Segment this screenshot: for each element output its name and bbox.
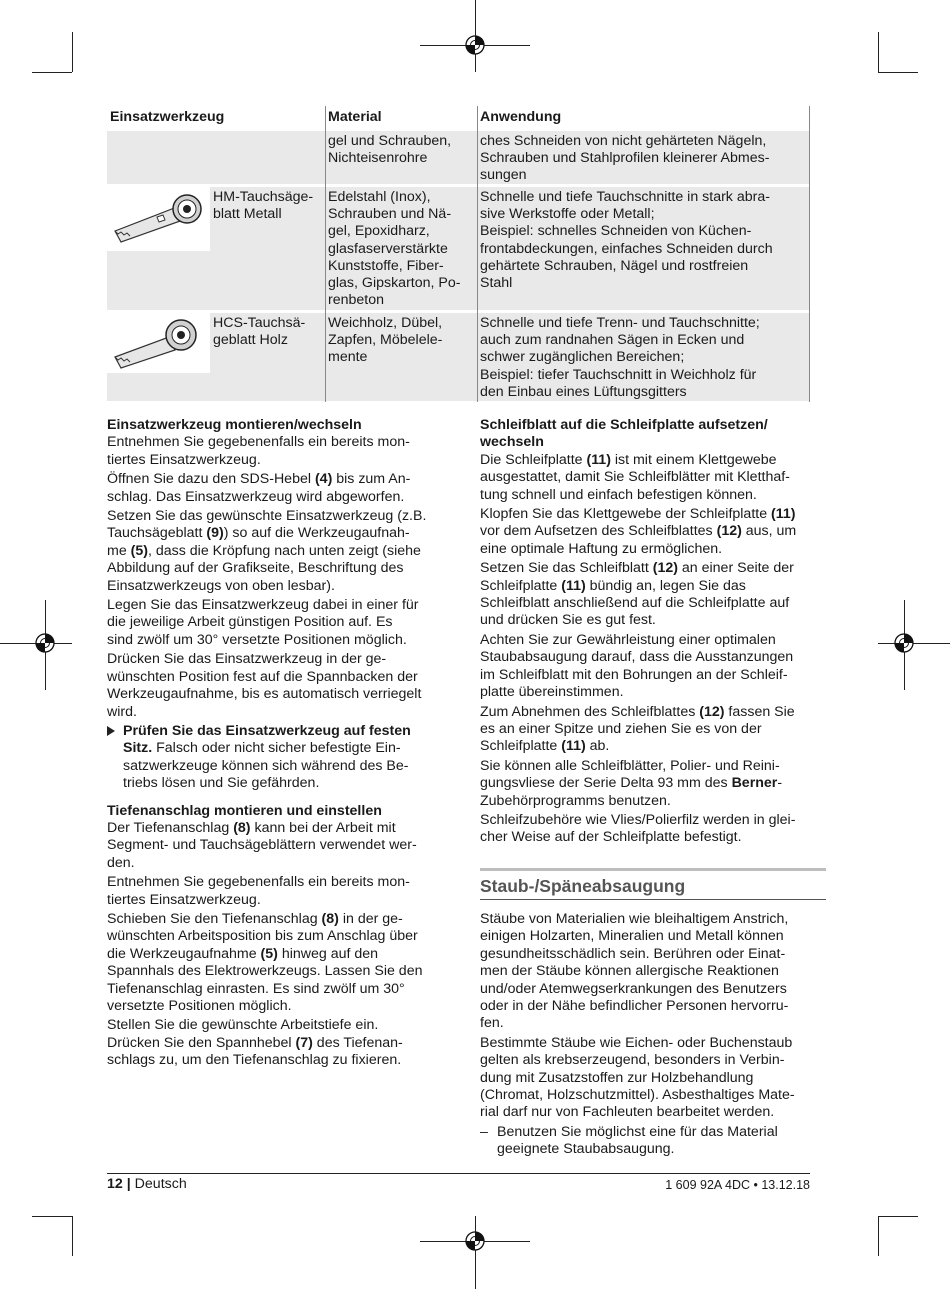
paragraph: Schieben Sie den Tiefenanschlag (8) in der ge- wünschten Arbeitsposition bis zum Anschlag über die Werkzeugaufnahme (5) hinweg auf den Spannhals des Elektrowerkzeugs. Lassen Sie den Tiefenanschlag einrasten. Es sind zwölf um 30° versetzte Positionen möglich. bbox=[107, 910, 423, 1014]
heading-einsatzwerkzeug-montieren: Einsatzwerkzeug montieren/wechseln bbox=[107, 417, 362, 433]
application-cell: Schnelle und tiefe Trenn- und Tauchschnitte; auch zum randnahen Sägen in Ecken und schwer zugänglichen Bereichen; Beispiel: tiefer Tauchschnitt in Weichholz für den Einbau eines Lüftungsgitters bbox=[480, 315, 760, 400]
material-cell: gel und Schrauben, Nichteisenrohre bbox=[328, 133, 452, 167]
tool-name-cell: HM-Tauchsäge- blatt Metall bbox=[213, 189, 314, 223]
paragraph: Stäube von Materialien wie bleihaltigem Anstrich, einigen Holzarten, Mineralien und Metall können gesundheitsschädlich sein. Berühren oder Einat- men der Stäube können allergische Reaktionen und/oder Atemwegserkrankungen des Benutzers oder in der Nähe befindlicher Personen hervorru- fen. bbox=[480, 911, 789, 1032]
paragraph: Setzen Sie das gewünschte Einsatzwerkzeug (z.B. Tauchsägeblatt (9)) so auf die Werkzeugaufnah- me (5), dass die Kröpfung nach unten zeigt (siehe Abbildung auf der Grafikseite, Beschriftung des Einsatzwerkzeugs von oben lesbar). bbox=[107, 508, 427, 594]
heading-tiefenanschlag: Tiefenanschlag montieren und einstellen bbox=[107, 802, 382, 819]
saw-blade-wood-icon bbox=[107, 313, 210, 373]
tool-table bbox=[107, 106, 810, 401]
footer-rule bbox=[107, 1173, 810, 1174]
crop-mark-tl-v bbox=[72, 32, 73, 72]
crop-mark-tl-h bbox=[32, 72, 72, 73]
paragraph: Die Schleifplatte (11) ist mit einem Klettgewebe ausgestattet, damit Sie Schleifblätter mit Kletthaf- tung schnell und einfach befestigen können. bbox=[480, 451, 790, 503]
footer-language: Deutsch bbox=[134, 1176, 187, 1192]
tool-image-hcs-blade bbox=[107, 313, 210, 373]
paragraph: Zum Abnehmen des Schleifblattes (12) fassen Sie es an einer Spitze und ziehen Sie es von der Schleifplatte (11) ab. bbox=[480, 703, 795, 755]
right-column-lower bbox=[480, 911, 830, 1159]
table-row bbox=[107, 184, 810, 310]
registration-mark-icon bbox=[464, 1230, 486, 1252]
footer-code: 1 609 92A 4DC • 13.12.18 bbox=[665, 1178, 810, 1192]
paragraph: Setzen Sie das Schleifblatt (12) an einer Seite der Schleifplatte (11) bündig an, legen Sie das Schleifblatt anschließend auf die Schleifplatte auf und drücken Sie es gut fest. bbox=[480, 560, 794, 629]
table-divider bbox=[477, 106, 478, 402]
paragraph: Achten Sie zur Gewährleistung einer optimalen Staubabsaugung darauf, dass die Ausstanzungen im Schleifblatt mit den Bohrungen an der Schleif- platte übereinstimmen. bbox=[480, 631, 794, 701]
crop-mark-bl-v bbox=[72, 1216, 73, 1256]
tool-name-cell: HCS-Tauchsä- geblatt Holz bbox=[213, 315, 306, 349]
material-cell: Edelstahl (Inox), Schrauben und Nä- gel, Epoxidharz, glasfaserverstärkte Kunststoffe, Fiber- glas, Gipskarton, Po- renbeton bbox=[328, 189, 461, 309]
section-rule bbox=[480, 899, 826, 900]
table-row bbox=[107, 128, 810, 184]
section-title-staubabsaugung: Staub-/Späneabsaugung bbox=[480, 876, 686, 896]
paragraph: Drücken Sie das Einsatzwerkzeug in der ge- wünschten Position fest auf die Spannbacken der Werkzeugaufnahme, bis es automatisch verriegelt wird. bbox=[107, 651, 422, 720]
paragraph: Stellen Sie die gewünschte Arbeitstiefe ein. Drücken Sie den Spannhebel (7) des Tiefenan- schlags zu, um den Tiefenanschlag zu fixieren. bbox=[107, 1017, 403, 1069]
table-header bbox=[107, 106, 810, 128]
table-divider bbox=[809, 106, 810, 402]
registration-mark-icon bbox=[34, 632, 56, 654]
paragraph: Klopfen Sie das Klettgewebe der Schleifplatte (11) vor dem Aufsetzen des Schleifblattes (12) aus, um eine optimale Haftung zu ermöglichen. bbox=[480, 506, 797, 557]
triangle-bullet-icon bbox=[107, 726, 115, 736]
material-cell: Weichholz, Dübel, Zapfen, Möbelele- mente bbox=[328, 315, 443, 366]
paragraph: Legen Sie das Einsatzwerkzeug dabei in einer für die jeweilige Arbeit günstigen Position auf. Es sind zwölf um 30° versetzte Positionen möglich. bbox=[107, 597, 419, 648]
section-rule bbox=[480, 868, 826, 871]
paragraph: Öffnen Sie dazu den SDS-Hebel (4) bis zum An- schlag. Das Einsatzwerkzeug wird abgeworfen. bbox=[107, 471, 411, 505]
registration-mark-icon bbox=[893, 632, 915, 654]
footer-separator: | bbox=[126, 1176, 131, 1192]
paragraph: Sie können alle Schleifblätter, Polier- und Reini- gungsvliese der Serie Delta 93 mm des Berner- Zubehörprogramms benutzen. bbox=[480, 757, 783, 809]
right-column bbox=[480, 417, 830, 849]
crop-mark-bottom-center-v bbox=[475, 1216, 476, 1289]
application-cell: Schnelle und tiefe Tauchschnitte in stark abra- sive Werkstoffe oder Metall; Beispiel: schnelles Schneiden von Küchen- frontabdeckungen, einfaches Schneiden durch gehärtete Schrauben, Nägel und rostfreien Stahl bbox=[480, 189, 773, 292]
warning-note: Prüfen Sie das Einsatzwerkzeug auf festen Sitz. Falsch oder nicht sicher befestigte Ein- satzwerkzeuge können sich während des Be- triebs lösen und Sie gefährden. bbox=[107, 723, 457, 793]
paragraph: Bestimmte Stäube wie Eichen- oder Buchenstaub gelten als krebserzeugend, besonders in Verbin- dung mit Zusatzstoffen zur Holzbehandlung (Chromat, Holzschutzmittel). Asbesthaltiges Mate- rial darf nur von Fachleuten bearbeitet werden. bbox=[480, 1034, 795, 1121]
paragraph: Entnehmen Sie gegebenenfalls ein bereits mon- tiertes Einsatzwerkzeug. bbox=[107, 874, 410, 908]
saw-blade-metal-icon bbox=[107, 187, 210, 251]
crop-mark-br-h bbox=[878, 1216, 918, 1217]
crop-mark-br-v bbox=[878, 1216, 879, 1256]
tool-image-hm-blade bbox=[107, 187, 210, 251]
header-anwendung: Anwendung bbox=[480, 109, 562, 125]
left-column bbox=[107, 417, 457, 1072]
page-number: 12 bbox=[107, 1176, 123, 1192]
registration-mark-icon bbox=[464, 34, 486, 56]
header-material: Material bbox=[328, 109, 382, 125]
paragraph: Schleifzubehöre wie Vlies/Polierfilz werden in glei- cher Weise auf der Schleifplatte befestigt. bbox=[480, 811, 796, 846]
table-divider bbox=[325, 106, 326, 402]
paragraph: Entnehmen Sie gegebenenfalls ein bereits mon- tiertes Einsatzwerkzeug. bbox=[107, 434, 410, 468]
list-item: – Benutzen Sie möglichst eine für das Material geeignete Staubabsaugung. bbox=[480, 1123, 778, 1158]
paragraph: Der Tiefenanschlag (8) kann bei der Arbeit mit Segment- und Tauchsägeblättern verwendet wer- den. bbox=[107, 819, 417, 871]
crop-mark-tr-v bbox=[878, 32, 879, 72]
footer-left bbox=[107, 1176, 187, 1192]
header-einsatzwerkzeug: Einsatzwerkzeug bbox=[110, 109, 225, 125]
heading-schleifblatt: Schleifblatt auf die Schleifplatte aufsetzen/ wechseln bbox=[480, 417, 768, 451]
crop-mark-bl-h bbox=[32, 1216, 72, 1217]
crop-mark-tr-h bbox=[878, 72, 918, 73]
application-cell: ches Schneiden von nicht gehärteten Nägeln, Schrauben und Stahlprofilen kleinerer Abmes- sungen bbox=[480, 133, 770, 184]
dash-bullet: – bbox=[480, 1123, 488, 1140]
table-row bbox=[107, 310, 810, 401]
